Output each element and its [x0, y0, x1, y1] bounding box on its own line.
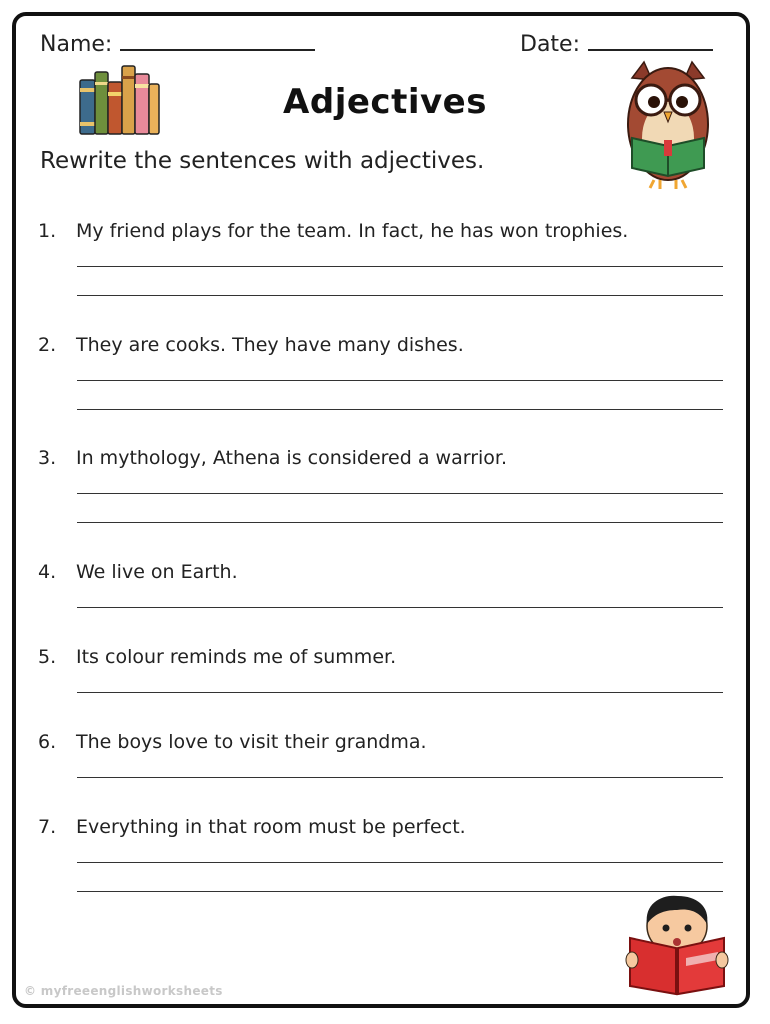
question-4 [38, 561, 238, 583]
question-text: They are cooks. They have many dishes. [76, 334, 464, 356]
answer-line[interactable] [77, 493, 723, 494]
question-3 [38, 447, 507, 469]
question-number: 7. [38, 816, 57, 838]
question-2 [38, 334, 464, 356]
date-blank-line[interactable] [588, 49, 713, 51]
question-1 [38, 220, 628, 242]
name-field[interactable] [40, 32, 315, 57]
question-7 [38, 816, 466, 838]
owl-reading-icon [618, 60, 718, 192]
question-text: Its colour reminds me of summer. [76, 646, 397, 668]
question-text: My friend plays for the team. In fact, he has won trophies. [76, 220, 629, 242]
copyright-footer: © myfreeenglishworksheets [24, 984, 223, 998]
question-number: 2. [38, 334, 57, 356]
question-text: We live on Earth. [76, 561, 238, 583]
question-6 [38, 731, 427, 753]
answer-line[interactable] [77, 266, 723, 267]
answer-line[interactable] [77, 522, 723, 523]
instruction-text: Rewrite the sentences with adjectives. [40, 148, 485, 174]
question-5 [38, 646, 396, 668]
answer-line[interactable] [77, 862, 723, 863]
question-number: 5. [38, 646, 57, 668]
kid-reading-icon [624, 894, 730, 996]
answer-line[interactable] [77, 777, 723, 778]
name-label: Name: [40, 32, 113, 57]
answer-line[interactable] [77, 891, 723, 892]
page-title: Adjectives [283, 82, 487, 122]
question-number: 4. [38, 561, 57, 583]
question-number: 1. [38, 220, 57, 242]
question-number: 3. [38, 447, 57, 469]
answer-line[interactable] [77, 295, 723, 296]
question-text: In mythology, Athena is considered a warrior. [76, 447, 508, 469]
date-label: Date: [520, 32, 580, 57]
question-text: Everything in that room must be perfect. [76, 816, 466, 838]
answer-line[interactable] [77, 409, 723, 410]
question-number: 6. [38, 731, 57, 753]
answer-line[interactable] [77, 692, 723, 693]
answer-line[interactable] [77, 607, 723, 608]
date-field[interactable] [520, 32, 713, 57]
answer-line[interactable] [77, 380, 723, 381]
question-text: The boys love to visit their grandma. [76, 731, 427, 753]
name-blank-line[interactable] [120, 49, 315, 51]
